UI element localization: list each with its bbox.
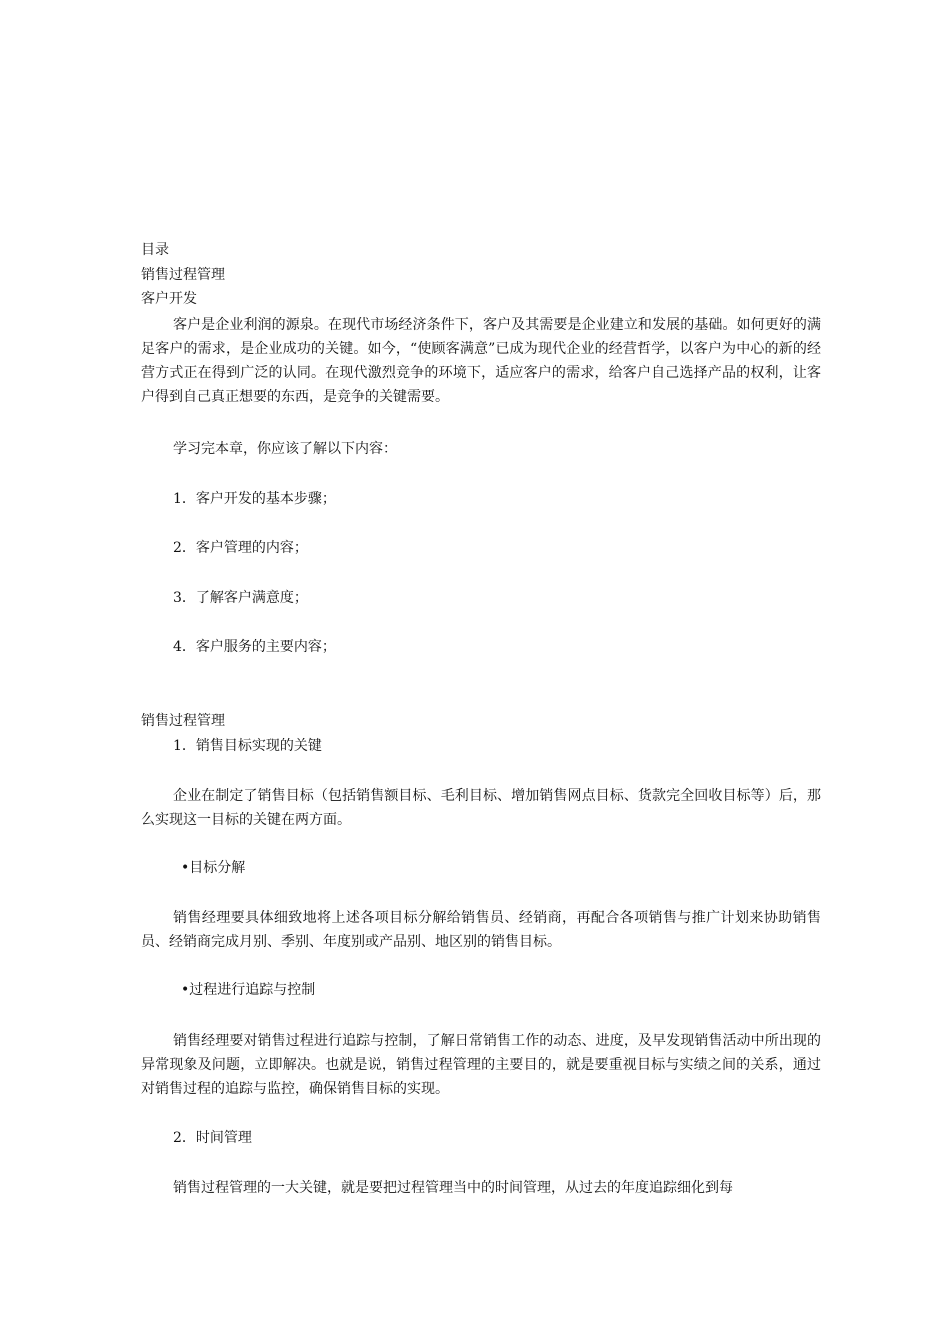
list-item: 2．客户管理的内容； bbox=[173, 540, 308, 556]
main-heading: 销售过程管理 bbox=[141, 267, 225, 283]
section-title-customer-development: 客户开发 bbox=[141, 291, 197, 307]
list-item: 1．客户开发的基本步骤； bbox=[173, 491, 336, 507]
list-item: 4．客户服务的主要内容； bbox=[173, 639, 336, 655]
bullet-target-decomposition: •目标分解 bbox=[181, 860, 246, 876]
subheading-time-management: 2．时间管理 bbox=[173, 1130, 252, 1146]
learning-lead: 学习完本章，你应该了解以下内容： bbox=[173, 441, 397, 457]
paragraph-time-management: 销售过程管理的一大关键，就是要把过程管理当中的时间管理，从过去的年度追踪细化到每 bbox=[173, 1180, 733, 1196]
subheading-sales-target-key: 1．销售目标实现的关键 bbox=[173, 738, 322, 754]
intro-paragraph: 客户是企业利润的源泉。在现代市场经济条件下，客户及其需要是企业建立和发展的基础。如何更好的满足客户的需求，是企业成功的关键。如今，“使顾客满意”已成为现代企业的经营哲学，以客户为中心的新的经营方式正在得到广泛的认同。在现代激烈竞争的环境下，适应客户的需求，给客户自己选择产品的权利，让客户得到自己真正想要的东西，是竞争的关键需要。 bbox=[141, 317, 821, 405]
paragraph-sales-target: 企业在制定了销售目标（包括销售额目标、毛利目标、增加销售网点目标、货款完全回收目标等）后，那么实现这一目标的关键在两方面。 bbox=[141, 788, 821, 828]
toc-label: 目录 bbox=[141, 242, 169, 258]
list-item: 3．了解客户满意度； bbox=[173, 590, 308, 606]
section-title-sales-process: 销售过程管理 bbox=[141, 713, 225, 729]
paragraph-target-decomposition: 销售经理要具体细致地将上述各项目标分解给销售员、经销商，再配合各项销售与推广计划来协助销售员、经销商完成月别、季别、年度别或产品别、地区别的销售目标。 bbox=[141, 910, 821, 950]
paragraph-process-tracking: 销售经理要对销售过程进行追踪与控制，了解日常销售工作的动态、进度，及早发现销售活动中所出现的异常现象及问题，立即解决。也就是说，销售过程管理的主要目的，就是要重视目标与实绩之间的关系，通过对销售过程的追踪与监控，确保销售目标的实现。 bbox=[141, 1033, 821, 1097]
bullet-process-tracking: •过程进行追踪与控制 bbox=[181, 982, 316, 998]
